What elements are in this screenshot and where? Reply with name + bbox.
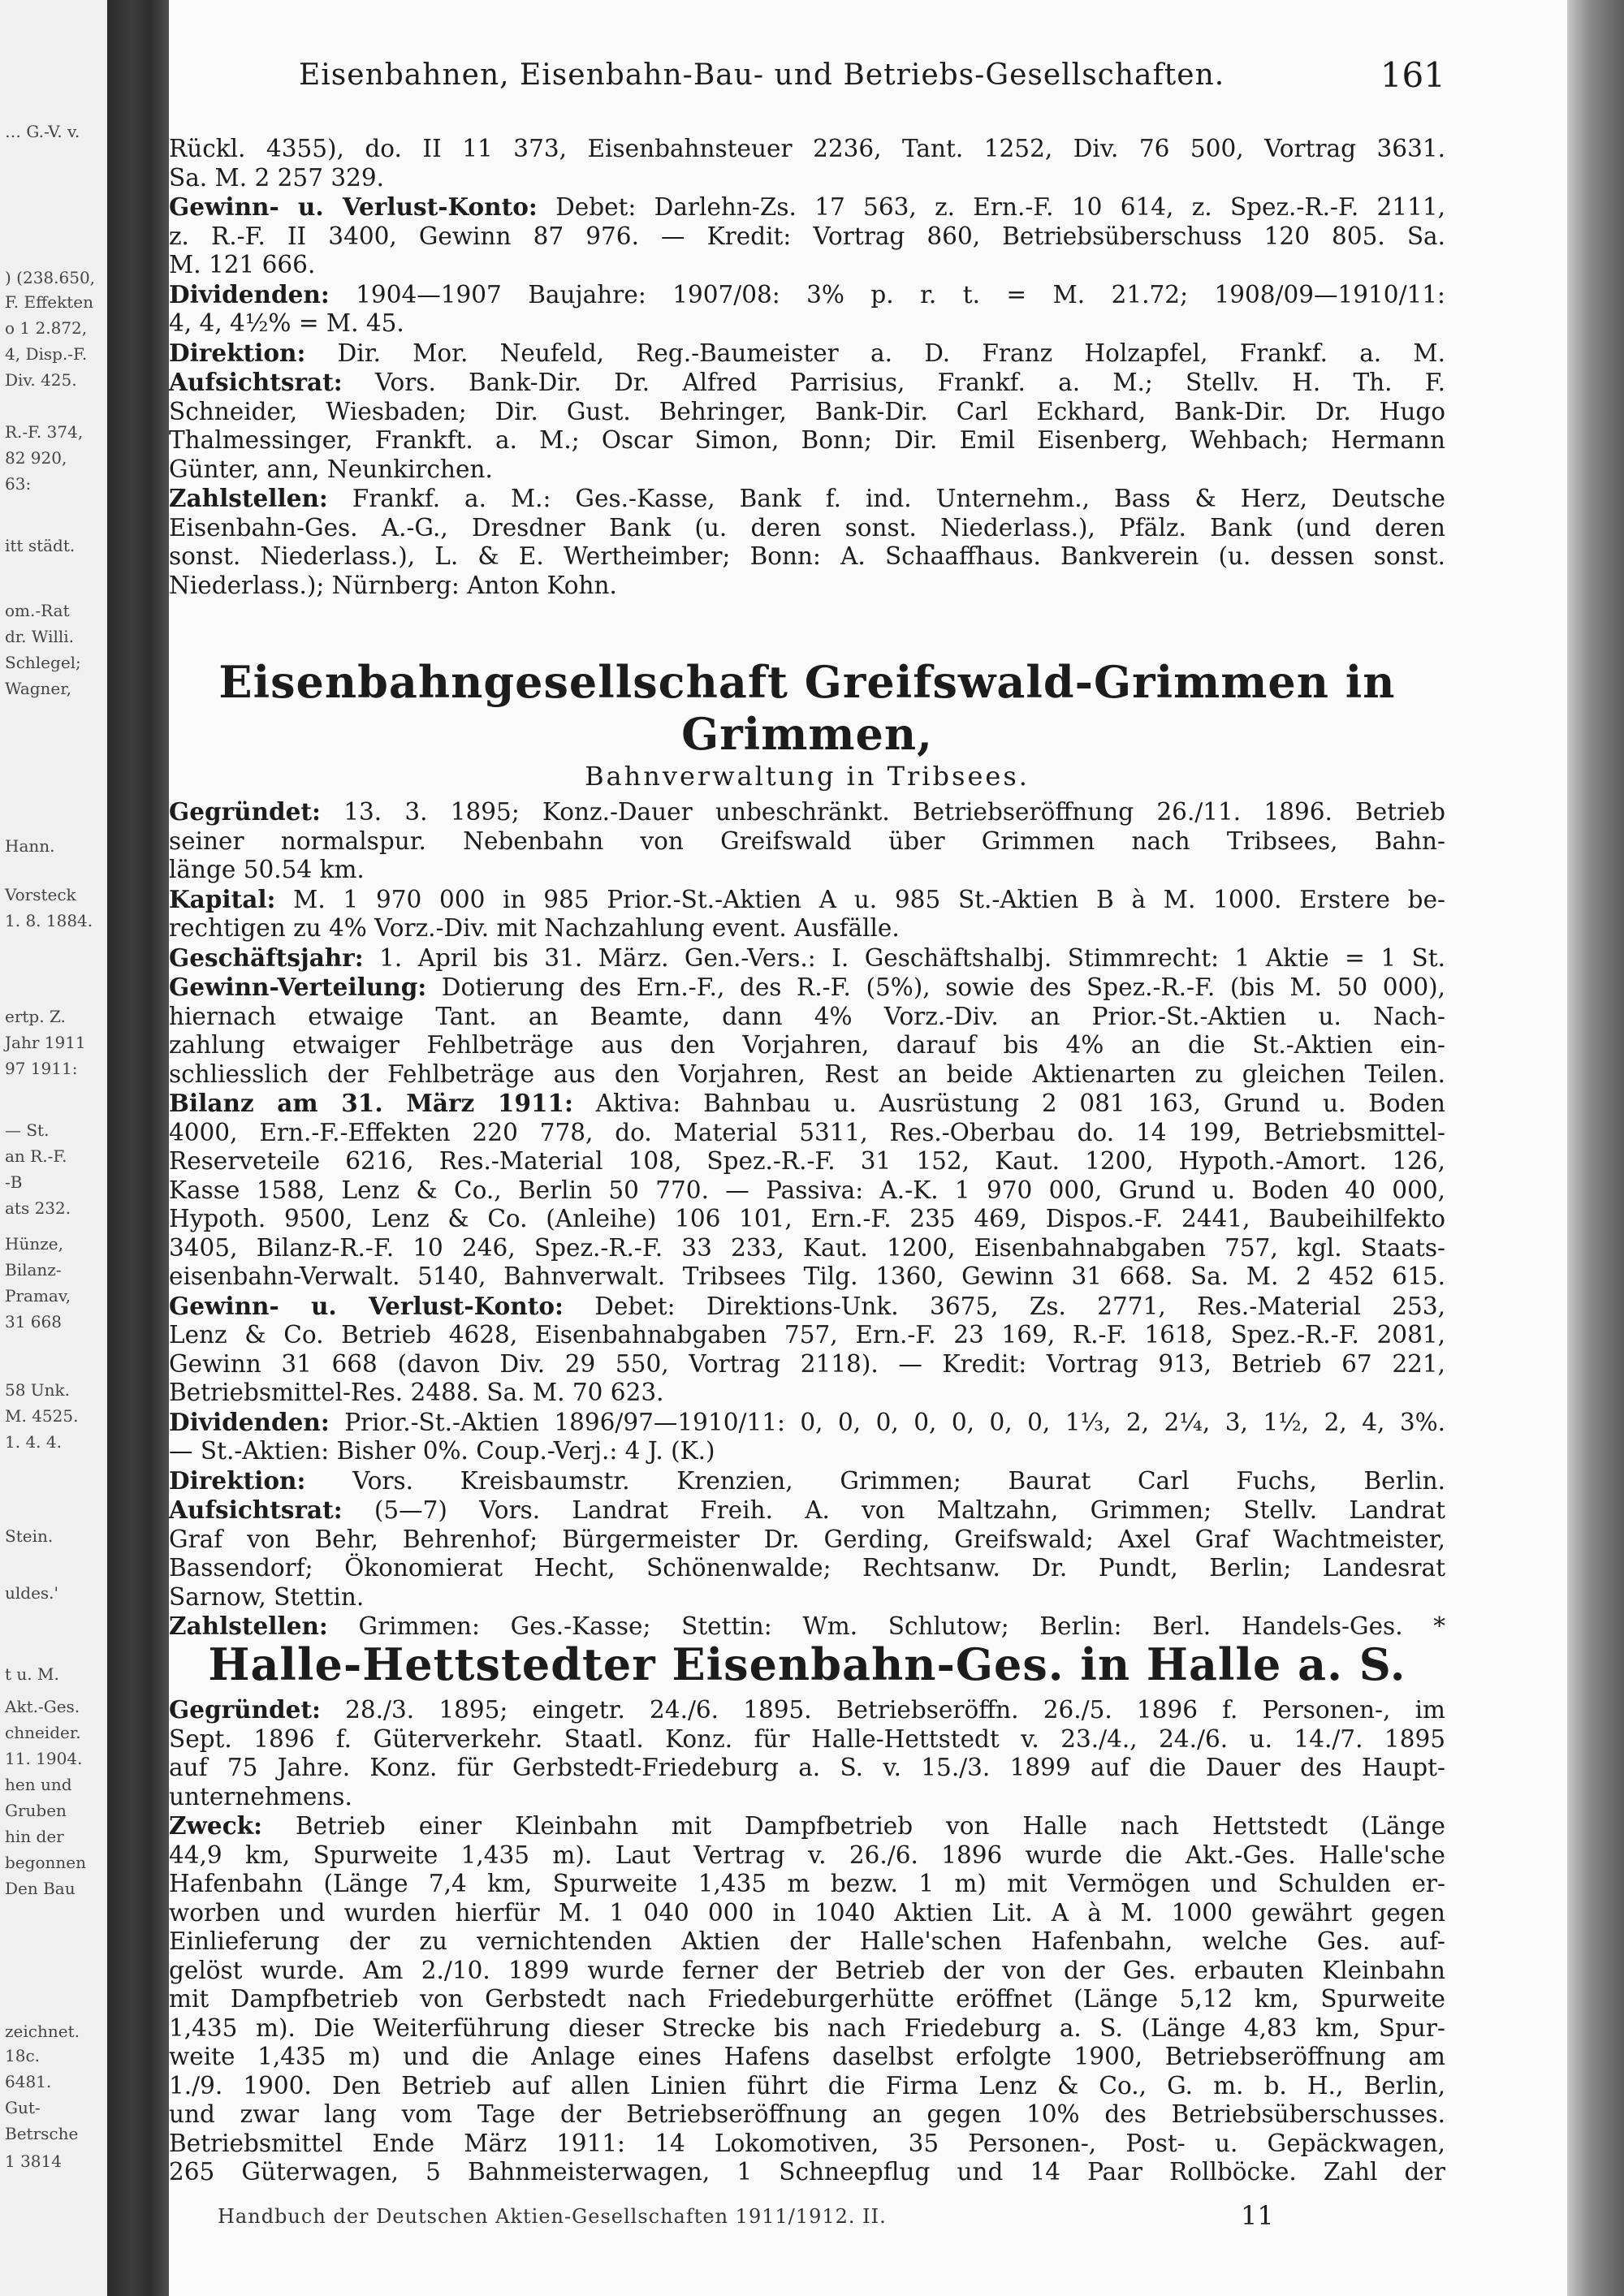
company-title: Eisenbahngesellschaft Greifswald-Grimmen in Grimmen, <box>218 656 1396 760</box>
margin-fragment: Akt.-Ges. <box>5 1697 80 1716</box>
margin-fragment: ertp. Z. <box>5 1007 66 1026</box>
text-line: weite 1,435 m) und die Anlage eines Hafens daselbst erfolgte 1900, Betriebseröffnung am <box>169 2043 1445 2070</box>
margin-fragment: Jahr 1911 <box>5 1033 86 1052</box>
margin-fragment: 1. 8. 1884. <box>5 911 93 930</box>
margin-fragment: ) (238.650, <box>5 268 96 287</box>
document-page <box>169 0 1567 2296</box>
text-line: sonst. Niederlass.), L. & E. Wertheimber; Bonn: A. Schaaffhaus. Bankverein (u. dessen sonst. <box>169 542 1445 570</box>
text-line: Sept. 1896 f. Güterverkehr. Staatl. Konz. für Halle-Hettstedt v. 23./4., 24./6. u. 14./7. 1895 <box>169 1724 1445 1753</box>
margin-fragment: Gruben <box>5 1801 67 1820</box>
margin-fragment: — St. <box>5 1120 50 1140</box>
margin-fragment: 31 668 <box>5 1312 62 1331</box>
text-line: Kapital: M. 1 970 000 in 985 Prior.-St.-Aktien A u. 985 St.-Aktien B à M. 1000. Erstere be- <box>169 884 1445 913</box>
text-line: Kasse 1588, Lenz & Co., Berlin 50 770. — Passiva: A.-K. 1 970 000, Grund u. Boden 40 000, <box>169 1176 1445 1204</box>
text-line: 1,435 m). Die Weiterführung dieser Strecke bis nach Friedeburg a. S. (Länge 4,83 km, Spur- <box>169 2013 1445 2042</box>
running-header <box>169 55 1445 104</box>
text-line: Gewinn- u. Verlust-Konto: Debet: Direktions-Unk. 3675, Zs. 2771, Res.-Material 253, <box>169 1291 1445 1320</box>
margin-fragment: … G.-V. v. <box>5 122 80 141</box>
company-subtitle: Bahnverwaltung in Tribsees. <box>585 761 1030 792</box>
text-line: rechtigen zu 4% Vorz.-Div. mit Nachzahlung event. Ausfälle. <box>169 914 900 942</box>
text-line: Aufsichtsrat: Vors. Bank-Dir. Dr. Alfred Parrisius, Frankf. a. M.; Stellv. H. Th. F. <box>169 368 1445 396</box>
running-header-title: Eisenbahnen, Eisenbahn-Bau- und Betriebs-Gesellschaften. <box>299 58 1225 92</box>
margin-fragment: Wagner, <box>5 679 71 698</box>
left-page-margin-fragment <box>0 0 107 2296</box>
text-line: Betriebsmittel-Res. 2488. Sa. M. 70 623. <box>169 1379 664 1406</box>
margin-fragment: 63: <box>5 474 32 494</box>
text-line: 265 Güterwagen, 5 Bahnmeisterwagen, 1 Schneepflug und 14 Paar Rollböcke. Zahl der <box>169 2158 1445 2186</box>
text-line: Thalmessinger, Frankft. a. M.; Oscar Simon, Bonn; Dir. Emil Eisenberg, Wehbach; Hermann <box>169 426 1445 454</box>
margin-fragment: Pramav, <box>5 1286 71 1306</box>
margin-fragment: -B <box>5 1172 23 1192</box>
margin-fragment: t u. M. <box>5 1664 59 1684</box>
margin-fragment: Hann. <box>5 836 55 856</box>
text-line: Betriebsmittel Ende März 1911: 14 Lokomotiven, 35 Personen-, Post- u. Gepäckwagen, <box>169 2129 1445 2157</box>
text-line: Reserveteile 6216, Res.-Material 108, Spez.-R.-F. 31 152, Kaut. 1200, Hypoth.-Amort. 126, <box>169 1147 1445 1175</box>
margin-fragment: Betrsche <box>5 2124 79 2143</box>
text-line: Sarnow, Stettin. <box>169 1582 365 1611</box>
text-line: Schneider, Wiesbaden; Dir. Gust. Behringer, Bank-Dir. Carl Eckhard, Bank-Dir. Dr. Hugo <box>169 397 1445 425</box>
margin-fragment: Gut- <box>5 2098 41 2117</box>
text-line: Gewinn-Verteilung: Dotierung des Ern.-F., des R.-F. (5%), sowie des Spez.-R.-F. (bis M. 50 000), <box>169 973 1445 1001</box>
text-line: mit Dampfbetrieb von Gerbstedt nach Friedeburgerhütte eröffnet (Länge 5,12 km, Spurweite <box>169 1985 1445 2013</box>
margin-fragment: Den Bau <box>5 1879 76 1898</box>
text-line: Rückl. 4355), do. II 11 373, Eisenbahnsteuer 2236, Tant. 1252, Div. 76 500, Vortrag 3631. <box>169 135 1445 162</box>
margin-fragment: 18c. <box>5 2046 41 2065</box>
page-footer-source: Handbuch der Deutschen Aktien-Gesellschaften 1911/1912. II. <box>218 2205 887 2228</box>
text-line: 4000, Ern.-F.-Effekten 220 778, do. Material 5311, Res.-Oberbau do. 14 199, Betriebsmittel- <box>169 1118 1445 1146</box>
text-line: länge 50.54 km. <box>169 856 365 883</box>
text-line: Günter, ann, Neunkirchen. <box>169 455 493 483</box>
page-number: 161 <box>1380 55 1445 95</box>
margin-fragment: an R.-F. <box>5 1146 67 1166</box>
text-line: 44,9 km, Spurweite 1,435 m). Laut Vertrag v. 26./6. 1896 wurde die Akt.-Ges. Halle'sche <box>169 1841 1445 1869</box>
text-line: Gewinn 31 668 (davon Div. 29 550, Vortrag 2118). — Kredit: Vortrag 913, Betrieb 67 221, <box>169 1349 1445 1378</box>
text-line: 3405, Bilanz-R.-F. 10 246, Spez.-R.-F. 33 233, Kaut. 1200, Eisenbahnabgaben 757, kgl. Staats- <box>169 1233 1445 1262</box>
text-line: Sa. M. 2 257 329. <box>169 163 385 192</box>
margin-fragment: o 1 2.872, <box>5 318 88 338</box>
margin-fragment: ats 232. <box>5 1198 71 1218</box>
margin-fragment: begonnen <box>5 1853 86 1872</box>
text-line: 4, 4, 4½% = M. 45. <box>169 309 404 337</box>
margin-fragment: 6481. <box>5 2072 52 2091</box>
text-line: unternehmens. <box>169 1782 352 1810</box>
margin-fragment: Stein. <box>5 1526 54 1546</box>
text-line: schliesslich der Fehlbeträge aus den Vorjahren, Rest an beide Aktienarten zu gleichen Teilen. <box>169 1060 1445 1088</box>
text-line: Bilanz am 31. März 1911: Aktiva: Bahnbau u. Ausrüstung 2 081 163, Grund u. Boden <box>169 1089 1446 1117</box>
text-line: Hafenbahn (Länge 7,4 km, Spurweite 1,435 m bezw. 1 m) mit Vermögen und Schulden er- <box>169 1870 1445 1897</box>
text-line: zahlung etwaiger Fehlbeträge aus den Vorjahren, darauf bis 4% an die St.-Aktien ein- <box>169 1031 1445 1059</box>
text-line: Graf von Behr, Behrenhof; Bürgermeister Dr. Gerding, Greifswald; Axel Graf Wachtmeister, <box>169 1525 1445 1553</box>
text-line: 1./9. 1900. Den Betrieb auf allen Linien führt die Firma Lenz & Co., G. m. b. H., Berlin, <box>169 2071 1445 2100</box>
text-line: Zahlstellen: Frankf. a. M.: Ges.-Kasse, Bank f. ind. Unternehm., Bass & Herz, Deutsche <box>169 484 1445 512</box>
text-line: worben und wurden hierfür M. 1 040 000 in 1040 Aktien Lit. A à M. 1000 gewährt gegen <box>169 1898 1445 1927</box>
text-line: Geschäftsjahr: 1. April bis 31. März. Gen.-Vers.: I. Geschäftshalbj. Stimmrecht: 1 Aktie = 1 St. <box>169 943 1445 972</box>
margin-fragment: 1. 4. 4. <box>5 1432 62 1452</box>
margin-fragment: 11. 1904. <box>5 1749 83 1768</box>
text-line: Gegründet: 28./3. 1895; eingetr. 24./6. 1895. Betriebseröffn. 26./5. 1896 f. Personen-, im <box>169 1695 1445 1724</box>
margin-fragment: zeichnet. <box>5 2022 80 2041</box>
margin-fragment: Div. 425. <box>5 370 77 390</box>
text-line: Niederlass.); Nürnberg: Anton Kohn. <box>169 571 617 599</box>
margin-fragment: Hünze, <box>5 1234 63 1254</box>
text-line: seiner normalspur. Nebenbahn von Greifswald über Grimmen nach Tribsees, Bahn- <box>169 826 1445 855</box>
text-line: Dividenden: Prior.-St.-Aktien 1896/97—1910/11: 0, 0, 0, 0, 0, 0, 0, 1⅓, 2, 2¼, 3, 1½, 2, 4, 3%. <box>169 1407 1445 1436</box>
text-line: Dividenden: 1904—1907 Baujahre: 1907/08: 3% p. r. t. = M. 21.72; 1908/09—1910/11: <box>169 279 1445 309</box>
margin-fragment: M. 4525. <box>5 1406 79 1426</box>
margin-fragment: Vorsteck <box>5 885 76 904</box>
text-line: und zwar lang vom Tage der Betriebseröffnung an gegen 10% des Betriebsüberschusses. <box>169 2100 1445 2128</box>
text-line: Bassendorf; Ökonomierat Hecht, Schönenwalde; Rechtsanw. Dr. Pundt, Berlin; Landesrat <box>169 1554 1445 1582</box>
company-entry-halle-hettstedt <box>169 1638 1445 2187</box>
text-line: eisenbahn-Verwalt. 5140, Bahnverwalt. Tribsees Tilg. 1360, Gewinn 31 668. Sa. M. 2 452 615. <box>169 1262 1445 1290</box>
page-edge-shadow <box>1567 0 1624 2296</box>
margin-fragment: itt städt. <box>5 536 76 555</box>
text-line: Lenz & Co. Betrieb 4628, Eisenbahnabgaben 757, Ern.-F. 23 169, R.-F. 1618, Spez.-R.-F. 2081, <box>169 1321 1445 1349</box>
text-line: Direktion: Dir. Mor. Neufeld, Reg.-Baumeister a. D. Franz Holzapfel, Frankf. a. M. <box>169 338 1445 367</box>
text-line: Einlieferung der zu vernichtenden Aktien der Halle'schen Hafenbahn, welche Ges. auf- <box>169 1927 1445 1955</box>
text-line: hiernach etwaige Tant. an Beamte, dann 4% Vorz.-Div. an Prior.-St.-Aktien u. Nach- <box>169 1002 1445 1030</box>
margin-fragment: hen und <box>5 1775 72 1794</box>
margin-fragment: F. Effekten <box>5 292 93 312</box>
margin-fragment: uldes.' <box>5 1583 59 1603</box>
text-line: Gewinn- u. Verlust-Konto: Debet: Darlehn-Zs. 17 563, z. Ern.-F. 10 614, z. Spez.-R.-F. 2111, <box>169 192 1445 221</box>
text-line: Hypoth. 9500, Lenz & Co. (Anleihe) 106 101, Ern.-F. 235 469, Dispos.-F. 2441, Baubeihilfekto <box>169 1205 1445 1232</box>
margin-fragment: om.-Rat <box>5 601 70 620</box>
book-spine-shadow <box>107 0 169 2296</box>
margin-fragment: 97 1911: <box>5 1059 78 1078</box>
margin-fragment: dr. Willi. <box>5 627 75 646</box>
margin-fragment: Schlegel; <box>5 653 81 672</box>
margin-fragment: hin der <box>5 1827 64 1846</box>
text-line: M. 121 666. <box>169 251 316 278</box>
margin-fragment: 82 920, <box>5 448 67 468</box>
margin-fragment: R.-F. 374, <box>5 422 84 442</box>
text-line: — St.-Aktien: Bisher 0%. Coup.-Verj.: 4 J. (K.) <box>169 1437 715 1465</box>
text-line: Aufsichtsrat: (5—7) Vors. Landrat Freih. A. von Maltzahn, Grimmen; Stellv. Landrat <box>169 1495 1445 1524</box>
previous-company-continuation <box>169 135 1445 600</box>
text-line: Gegründet: 13. 3. 1895; Konz.-Dauer unbeschränkt. Betriebseröffnung 26./11. 1896. Betrieb <box>169 797 1445 826</box>
text-line: gelöst wurde. Am 2./10. 1899 wurde ferner der Betrieb der von der Ges. erbauten Kleinbahn <box>169 1956 1445 1984</box>
margin-fragment: 58 Unk. <box>5 1380 71 1400</box>
signature-number: 11 <box>1241 2200 1274 2231</box>
margin-fragment: 1 3814 <box>5 2151 62 2171</box>
text-line: Zweck: Betrieb einer Kleinbahn mit Dampfbetrieb von Halle nach Hettstedt (Länge <box>169 1811 1445 1840</box>
text-line: auf 75 Jahre. Konz. für Gerbstedt-Friedeburg a. S. v. 15./3. 1899 auf die Dauer des Haupt- <box>169 1754 1445 1781</box>
company-title: Halle-Hettstedter Eisenbahn-Ges. in Halle a. S. <box>208 1638 1406 1690</box>
margin-fragment: Bilanz- <box>5 1260 62 1280</box>
company-entry-greifswald-grimmen <box>169 656 1445 1642</box>
text-line: Direktion: Vors. Kreisbaumstr. Krenzien, Grimmen; Baurat Carl Fuchs, Berlin. <box>169 1465 1445 1495</box>
text-line: Zahlstellen: Grimmen: Ges.-Kasse; Stettin: Wm. Schlutow; Berlin: Berl. Handels-Ges. * <box>169 1612 1445 1640</box>
text-line: Eisenbahn-Ges. A.-G., Dresdner Bank (u. deren sonst. Niederlass.), Pfälz. Bank (und deren <box>169 513 1445 542</box>
margin-fragment: chneider. <box>5 1723 81 1742</box>
text-line: z. R.-F. II 3400, Gewinn 87 976. — Kredit: Vortrag 860, Betriebsüberschuss 120 805. Sa. <box>169 222 1445 250</box>
margin-fragment: 4, Disp.-F. <box>5 344 88 364</box>
